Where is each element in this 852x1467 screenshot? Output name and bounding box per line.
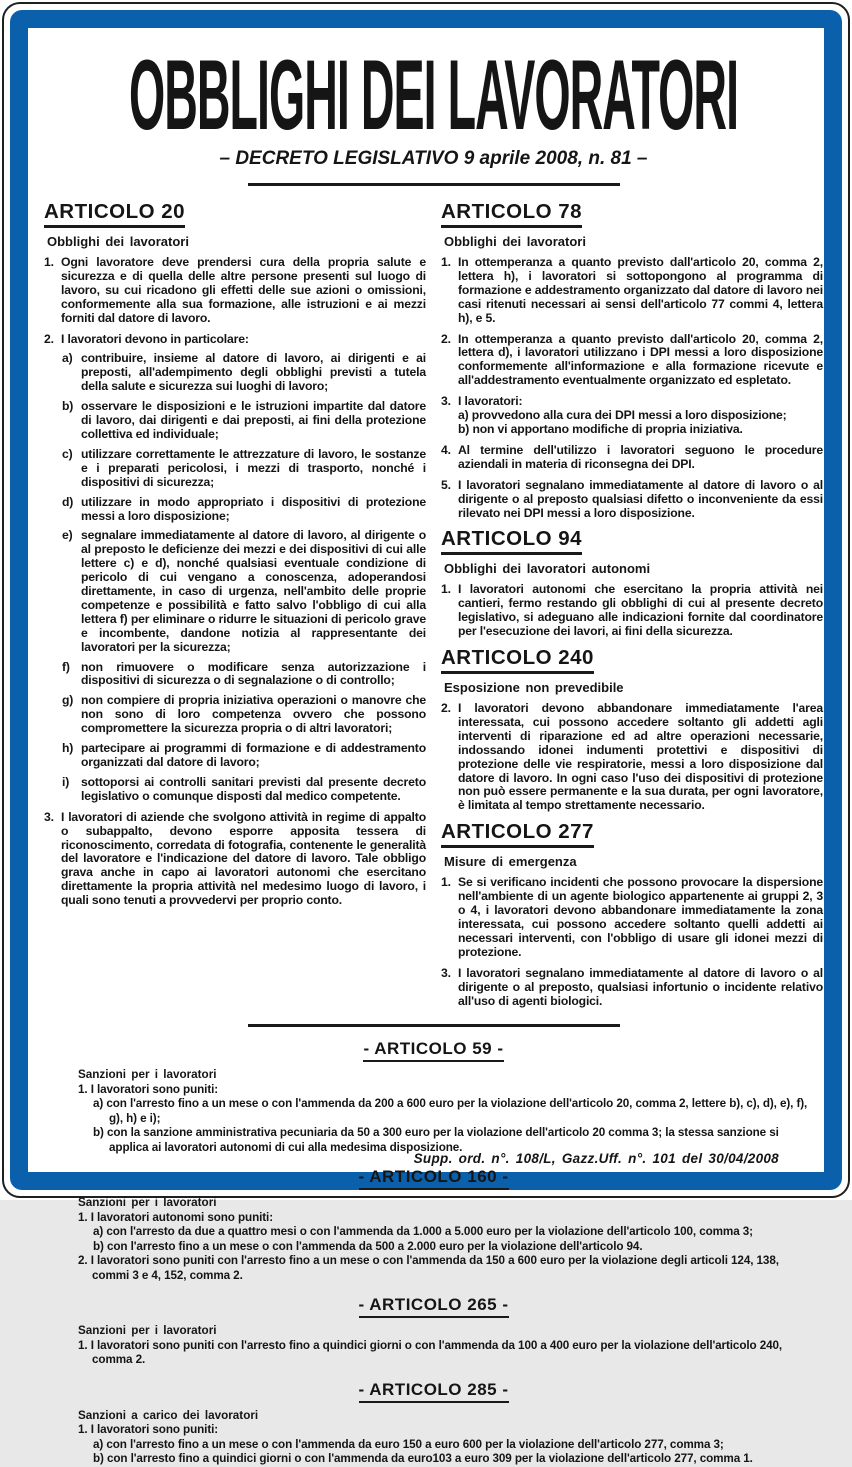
poster-content	[44, 30, 823, 1466]
article-subitem	[61, 352, 426, 394]
sanction-line: b) con l'arresto fino a un mese o con l'ammenda da 500 a 2.000 euro per la violazione dell'articolo 94.	[93, 1239, 643, 1253]
sanction-line: 1. I lavoratori autonomi sono puniti:	[78, 1210, 273, 1224]
article-94	[441, 527, 823, 639]
subitem-letter: f)	[62, 659, 70, 674]
article-heading	[441, 820, 823, 848]
item-number: 3.	[441, 965, 451, 980]
article-item	[441, 583, 823, 639]
sanction-line: a) con l'arresto da due a quattro mesi o con l'ammenda da 1.000 a 5.000 euro per la violazione dell'articolo 100, comma 3;	[93, 1225, 753, 1239]
sanction-line: b) con la sanzione amministrativa pecuniaria da 50 a 300 euro per la violazione dell'articolo 20 comma 3; la stessa sanzione si applica ai lavoratori autonomi di cui alla medesima disposizione.	[93, 1126, 779, 1154]
sanction-subheading: Sanzioni a carico dei lavoratori	[78, 1408, 259, 1422]
sanction-body	[78, 1068, 819, 1155]
item-text: I lavoratori devono in particolare:	[61, 331, 249, 346]
sanction-subheading: Sanzioni per i lavoratori	[78, 1068, 217, 1082]
article-heading-text: ARTICOLO 78	[441, 200, 582, 228]
sanction-body	[78, 1196, 819, 1283]
item-number: 2.	[441, 701, 451, 716]
article-subheading: Misure di emergenza	[444, 854, 577, 870]
article-heading	[441, 527, 823, 555]
article-subitem	[61, 448, 426, 490]
article-item	[441, 702, 823, 813]
item-number: 1.	[441, 582, 451, 597]
sanction-line: a) con l'arresto fino a un mese o con l'ammenda da 200 a 600 euro per la violazione dell'articolo 20, comma 2, lettere b), c), d), e), f), g), h) e i);	[93, 1097, 808, 1125]
left-column	[44, 198, 426, 908]
article-subitem	[61, 400, 426, 442]
item-text: I lavoratori:	[458, 394, 523, 409]
article-heading-text: ARTICOLO 240	[441, 646, 594, 674]
article-item	[44, 333, 426, 804]
sanction-line: 2. I lavoratori sono puniti con l'arresto fino a un mese o con l'ammenda da 150 a 600 euro per la violazione degli articoli 124, 138, commi 3 e 4, 152, comma 2.	[78, 1254, 779, 1282]
item-line: b) non vi apportano modifiche di propria iniziativa.	[458, 421, 743, 436]
sanction-heading-text: - ARTICOLO 160 -	[359, 1167, 509, 1190]
item-number: 5.	[441, 477, 451, 492]
right-column	[441, 198, 823, 1008]
article-heading	[441, 200, 823, 228]
article-item	[441, 395, 823, 437]
article-subitem	[61, 776, 426, 804]
subitem-text: utilizzare correttamente le attrezzature di lavoro, le sostanze e i preparati pericolosi, i mezzi di trasporto, nonché i dispositivi di sicurezza;	[81, 446, 426, 489]
article-20	[44, 200, 426, 908]
article-277	[441, 820, 823, 1008]
sanction-heading	[44, 1167, 823, 1190]
article-subheading: Esposizione non prevedibile	[444, 680, 624, 696]
subitem-text: sottoporsi ai controlli sanitari previsti dal presente decreto legislativo o comunque disposti dal medico competente.	[81, 774, 426, 803]
article-subitem	[61, 694, 426, 736]
item-text: I lavoratori segnalano immediatamente al datore di lavoro o al dirigente o al preposto qualsiasi difetto o inconveniente da essi rilevato nei DPI messi a loro disposizione.	[458, 477, 823, 520]
subitem-text: non rimuovere o modificare senza autorizzazione i dispositivi di sicurezza o di segnalazione o di controllo;	[81, 659, 426, 688]
title-divider	[248, 183, 620, 186]
article-heading-text: ARTICOLO 94	[441, 527, 582, 555]
item-text: In ottemperanza a quanto previsto dall'articolo 20, comma 2, lettera h), i lavoratori si sottopongono al programma di formazione e addestramento organizzato dal datore di lavoro nei casi ritenuti necessari ai sensi dell'articolo 77 commi 4, lettera h), e 5.	[458, 255, 823, 325]
sanction-line: 1. I lavoratori sono puniti:	[78, 1423, 219, 1437]
sanction-line: b) con l'arresto fino a quindici giorni o con l'ammenda da euro103 a euro 309 per la violazione dell'articolo 277, comma 1.	[93, 1452, 753, 1466]
article-subitem	[61, 529, 426, 654]
item-line: a) provvedono alla cura dei DPI messi a loro disposizione;	[458, 408, 787, 423]
item-number: 1.	[44, 255, 54, 269]
subitem-letter: e)	[62, 528, 73, 543]
article-item	[441, 256, 823, 326]
subitem-text: osservare le disposizioni e le istruzioni impartite dal datore di lavoro, dai dirigenti e dai preposti, ai fini della protezione collettiva ed individuale;	[81, 399, 426, 441]
sanction-subheading: Sanzioni per i lavoratori	[78, 1324, 217, 1338]
subitem-letter: h)	[62, 741, 74, 756]
item-text: I lavoratori autonomi che esercitano la propria attività nei cantieri, fermo restando gli obblighi di cui al presente decreto legislativo, si adeguano alle indicazioni fornite dal coordinatore per l'esecuzione dei lavori, ai fini della sicurezza.	[458, 582, 823, 639]
sanction-section-59	[44, 1039, 823, 1155]
sanction-heading-text: - ARTICOLO 59 -	[363, 1039, 503, 1062]
article-subheading: Obblighi dei lavoratori	[444, 234, 586, 249]
article-heading-text: ARTICOLO 20	[44, 200, 185, 228]
sanction-section-160	[44, 1167, 823, 1283]
subitem-text: contribuire, insieme al datore di lavoro, ai dirigenti e ai preposti, all'adempimento degli obblighi previsti a tutela della salute e sicurezza sui luoghi di lavoro;	[81, 351, 426, 394]
sanction-line: 1. I lavoratori sono puniti con l'arresto fino a quindici giorni o con l'ammenda da 100 a 400 euro per la violazione dell'articolo 240, comma 2.	[78, 1338, 783, 1367]
article-item	[441, 479, 823, 521]
item-number: 1.	[441, 875, 451, 890]
sanction-body	[78, 1409, 819, 1467]
item-number: 3.	[44, 809, 54, 824]
poster-title: OBBLIGHI DEI LAVORATORI	[128, 38, 739, 150]
subitem-text: utilizzare in modo appropriato i dispositivi di protezione messi a loro disposizione;	[81, 494, 426, 523]
article-heading-text: ARTICOLO 277	[441, 820, 594, 848]
subitem-text: non compiere di propria iniziativa operazioni o manovre che non sono di loro competenza ovvero che possono compromettere la sicurezza propria o di altri lavoratori;	[81, 693, 426, 736]
item-text: Ogni lavoratore deve prendersi cura della propria salute e sicurezza e di quella delle altre persone presenti sul luogo di lavoro, su cui ricadono gli effetti delle sue azioni o omissioni, conformemente alla sua formazione, alle istruzioni e ai mezzi forniti dal datore di lavoro.	[61, 255, 426, 325]
article-240	[441, 646, 823, 813]
item-text: I lavoratori di aziende che svolgono attività in regime di appalto o subappalto, devono esporre apposita tessera di riconoscimento, corredata di fotografia, contenente le generalità del lavoratore e l'indicazione del datore di lavoro. Tale obbligo grava anche in capo ai lavoratori autonomi che esercitano direttamente la propria attività nel medesimo luogo di lavoro, i quali sono tenuti a provvedervi per proprio conto.	[61, 809, 426, 908]
sanctions-sections	[44, 1039, 823, 1467]
sanction-heading-text: - ARTICOLO 285 -	[359, 1380, 509, 1403]
sanction-line: 1. I lavoratori sono puniti:	[78, 1082, 219, 1096]
article-heading	[44, 200, 426, 228]
article-item	[441, 967, 823, 1009]
subitem-letter: g)	[62, 693, 74, 708]
sanction-heading	[44, 1039, 823, 1062]
item-number: 2.	[441, 331, 451, 346]
subitem-text: segnalare immediatamente al datore di lavoro, al dirigente o al preposto le deficienze dei mezzi e dei dispositivi di cui alle lettere c) e d), nonché qualsiasi eventuale condizione di pericolo di cui vengano a conoscenza, adoperandosi direttamente, in caso di urgenza, nell'ambito delle proprie competenze e possibilità e fatto salvo l'obbligo di cui alla lettera f) per eliminare o ridurre le situazioni di pericolo grave e incombente, dandone notizia al rappresentante dei lavoratori per la sicurezza;	[81, 528, 426, 654]
subitem-letter: a)	[62, 351, 73, 366]
item-number: 3.	[441, 394, 451, 409]
sanction-line: a) con l'arresto fino a un mese o con l'ammenda da euro 150 a euro 600 per la violazione dell'articolo 277, comma 3;	[93, 1437, 724, 1451]
article-subheading: Obblighi dei lavoratori autonomi	[444, 561, 651, 577]
sanction-section-265	[44, 1295, 823, 1368]
article-subheading: Obblighi dei lavoratori	[47, 234, 189, 249]
subitem-text: partecipare ai programmi di formazione e di addestramento organizzati dal datore di lavoro;	[81, 741, 426, 769]
sanction-heading	[44, 1380, 823, 1403]
sanction-subheading: Sanzioni per i lavoratori	[78, 1196, 217, 1210]
subitem-letter: d)	[62, 494, 74, 509]
articles-columns	[44, 198, 823, 1008]
subitem-letter: c)	[62, 446, 73, 461]
article-subitem	[61, 496, 426, 524]
article-item	[44, 811, 426, 908]
item-text: I lavoratori segnalano immediatamente al datore di lavoro o al dirigente o al preposto, qualsiasi infortunio o incidente relativo all'uso di agenti biologici.	[458, 965, 823, 1008]
article-item	[441, 876, 823, 959]
sanction-heading-text: - ARTICOLO 265 -	[359, 1295, 509, 1318]
sanction-section-285	[44, 1380, 823, 1467]
subitem-letter: b)	[62, 399, 74, 414]
poster-subtitle: – DECRETO LEGISLATIVO 9 aprile 2008, n. 81 –	[219, 148, 648, 169]
sanction-heading	[44, 1295, 823, 1318]
article-subitem	[61, 661, 426, 689]
item-text: Se si verificano incidenti che possono provocare la dispersione nell'ambiente di un agente biologico appartenente ai gruppi 2, 3 o 4, i lavoratori devono abbandonare immediatamente la zona interessata, cui possono accedere soltanto quelli addetti ai necessari interventi, con l'obbligo di usare gli idonei mezzi di protezione.	[458, 875, 823, 959]
sanction-body	[78, 1324, 819, 1368]
article-heading	[441, 646, 823, 674]
item-number: 4.	[441, 442, 451, 457]
article-78	[441, 200, 823, 520]
item-text: I lavoratori devono abbandonare immediatamente l'area interessata, cui possono accedere soltanto gli addetti agli interventi di riparazione ed ad altre operazioni necessarie, indossando idonei indumenti protettivi e dispositivi di protezione delle vie respiratorie, messi a loro disposizione dal datore di lavoro. In ogni caso l'uso dei dispositivi di protezione non può essere permanente e la sua durata, per ogni lavoratore, è limitata al tempo strettamente necessario.	[458, 701, 823, 813]
sanctions-divider	[248, 1024, 620, 1027]
footer-reference: Supp. ord. n°. 108/L, Gazz.Uff. n°. 101 del 30/04/2008	[413, 1151, 779, 1166]
item-text: In ottemperanza a quanto previsto dall'articolo 20, comma 2, lettera d), i lavoratori utilizzano i DPI messi a loro disposizione conformemente all'informazione e alla formazione ricevute e all'addestramento eventualmente organizzato ed espletato.	[458, 331, 823, 388]
subitem-letter: i)	[62, 774, 70, 789]
article-subitem	[61, 742, 426, 770]
item-text: Al termine dell'utilizzo i lavoratori seguono le procedure aziendali in materia di riconsegna dei DPI.	[458, 442, 823, 471]
article-item	[441, 333, 823, 389]
item-number: 1.	[441, 255, 451, 269]
item-number: 2.	[44, 331, 54, 346]
article-item	[44, 256, 426, 326]
article-item	[441, 444, 823, 472]
